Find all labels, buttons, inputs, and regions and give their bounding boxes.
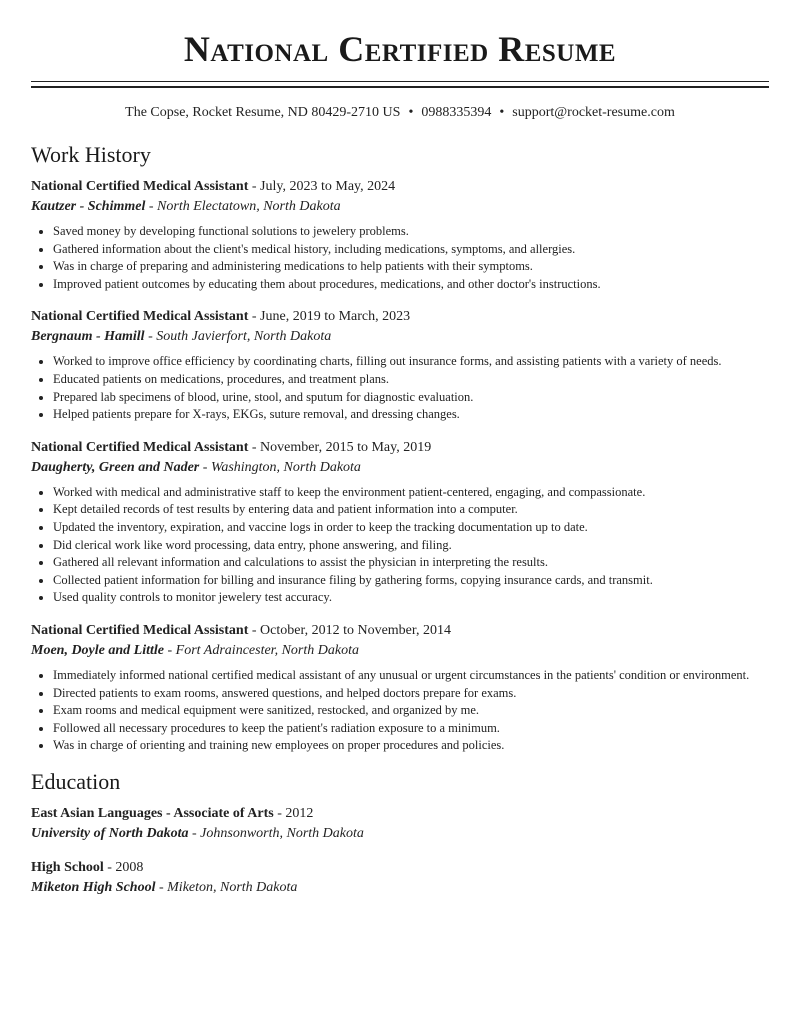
job-employer: Kautzer - Schimmel - North Electatown, North Dakota (31, 199, 341, 214)
job-heading: National Certified Medical Assistant - November, 2015 to May, 2019 (31, 439, 432, 455)
job-employer: Moen, Doyle and Little - Fort Adraincester, North Dakota (31, 642, 359, 658)
resume-title: National Certified Resume (183, 29, 617, 69)
job-heading: National Certified Medical Assistant - July, 2023 to May, 2024 (31, 179, 396, 194)
job-bullet: • Updated the inventory, expiration, and vaccine logs in order to keep the tracking documentation up to date. (53, 519, 771, 537)
education-school-line: Miketon High School - Miketon, North Dakota (31, 879, 298, 895)
job-role: National Certified Medical Assistant (31, 179, 249, 194)
job-bullet: • Kept detailed records of test results by entering data and patient information into a computer. (53, 501, 771, 519)
job-company: Kautzer - Schimmel (31, 199, 146, 214)
job-role: National Certified Medical Assistant (31, 309, 249, 325)
job-dates: November, 2015 to May, 2019 (260, 439, 432, 455)
contact-separator: • (408, 105, 414, 120)
job-bullet: • Helped patients prepare for X-rays, EKGs, suture removal, and dressing changes. (53, 406, 771, 424)
job-bullet: • Collected patient information for billing and insurance filing by gathering forms, copying insurance cards, and transmit. (53, 572, 771, 590)
job-entry (31, 438, 771, 607)
education-school-line: University of North Dakota - Johnsonworth, North Dakota (31, 825, 364, 841)
contact-line (0, 105, 800, 121)
job-location: Washington, North Dakota (210, 459, 361, 475)
job-dates: October, 2012 to November, 2014 (260, 622, 451, 638)
job-bullet: • Used quality controls to monitor jewelery test accuracy. (53, 589, 771, 607)
education-entry (31, 858, 771, 898)
job-bullet: • Was in charge of preparing and administering medications to help patients with their symptoms. (53, 258, 771, 276)
job-bullet: • Followed all necessary procedures to keep the patient's radiation exposure to a minimum. (53, 720, 771, 738)
education-year: 2012 (285, 805, 314, 821)
job-bullet: • Improved patient outcomes by educating them about procedures, medications, and other doctor's instructions. (53, 276, 771, 294)
job-bullet: • Saved money by developing functional solutions to jewelery problems. (53, 223, 771, 241)
job-dates: June, 2019 to March, 2023 (260, 309, 411, 325)
job-bullet: • Prepared lab specimens of blood, urine, stool, and sputum for diagnostic evaluation. (53, 389, 771, 407)
education-school: University of North Dakota (31, 825, 189, 841)
job-bullet: • Gathered all relevant information and calculations to assist the physician in interpreting the results. (53, 554, 771, 572)
contact-email: support@rocket-resume.com (512, 105, 675, 120)
contact-phone: 0988335394 (421, 105, 492, 120)
job-heading: National Certified Medical Assistant - June, 2019 to March, 2023 (31, 309, 411, 325)
job-dates: July, 2023 to May, 2024 (260, 179, 396, 194)
job-location: North Electatown, North Dakota (157, 199, 341, 214)
job-bullet: • Gathered information about the client's medical history, including medications, symptoms, and allergies. (53, 241, 771, 259)
job-bullet: • Exam rooms and medical equipment were sanitized, restocked, and organized by me. (53, 702, 771, 720)
resume-content (31, 142, 771, 912)
job-role: National Certified Medical Assistant (31, 439, 249, 455)
education-heading: East Asian Languages - Associate of Arts - 2012 (31, 805, 314, 821)
job-bullet: • Did clerical work like word processing, data entry, phone answering, and filing. (53, 537, 771, 555)
job-company: Bergnaum - Hamill (31, 329, 145, 345)
contact-separator: • (499, 105, 505, 120)
education-location: Miketon, North Dakota (167, 879, 298, 895)
job-bullets (31, 353, 771, 423)
education-location: Johnsonworth, North Dakota (200, 825, 364, 841)
job-bullet: • Educated patients on medications, procedures, and treatment plans. (53, 371, 771, 389)
job-bullet: • Worked to improve office efficiency by coordinating charts, filling out insurance forms, and assisting patients with a variety of needs. (53, 353, 771, 371)
education-entry (31, 804, 771, 844)
job-bullet: • Was in charge of orienting and training new employees on proper procedures and policies. (53, 737, 771, 755)
education-school: Miketon High School (31, 879, 156, 895)
header-divider-thin (31, 81, 769, 82)
job-employer: Bergnaum - Hamill - South Javierfort, North Dakota (31, 329, 332, 345)
section-title-education: Education (31, 768, 121, 794)
job-bullet: • Immediately informed national certified medical assistant of any unusual or urgent circumstances in the patients' condition or environment. (53, 667, 771, 685)
job-bullet: • Worked with medical and administrative staff to keep the environment patient-centered, engaging, and compassionate. (53, 484, 771, 502)
job-bullets (31, 223, 771, 293)
job-entry (31, 621, 771, 755)
job-role: National Certified Medical Assistant (31, 622, 249, 638)
job-employer: Daugherty, Green and Nader - Washington, North Dakota (31, 459, 361, 475)
education-year: 2008 (115, 859, 144, 875)
section-title-work-history: Work History (31, 142, 151, 167)
education-degree: East Asian Languages - Associate of Arts (31, 805, 274, 821)
job-entry (31, 177, 771, 293)
job-company: Moen, Doyle and Little (31, 642, 164, 658)
job-company: Daugherty, Green and Nader (31, 459, 200, 475)
job-bullets (31, 484, 771, 607)
education-heading: High School - 2008 (31, 859, 144, 875)
contact-address: The Copse, Rocket Resume, ND 80429-2710 US (125, 105, 401, 120)
education-degree: High School (31, 859, 104, 875)
job-location: South Javierfort, North Dakota (156, 329, 332, 345)
job-entry (31, 307, 771, 423)
job-bullets (31, 667, 771, 755)
job-bullet: • Directed patients to exam rooms, answered questions, and helped doctors prepare for exams. (53, 685, 771, 703)
header-divider-thick (31, 86, 769, 88)
job-location: Fort Adraincester, North Dakota (175, 642, 359, 658)
job-heading: National Certified Medical Assistant - October, 2012 to November, 2014 (31, 622, 451, 638)
